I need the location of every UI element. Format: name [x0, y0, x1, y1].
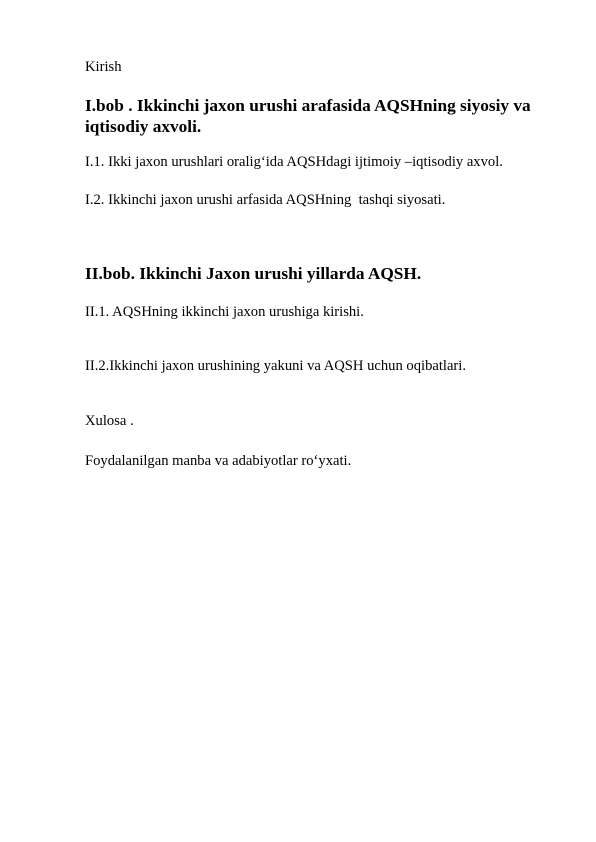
toc-section-2-1: II.1. AQSHning ikkinchi jaxon urushiga kirishi. — [85, 304, 364, 320]
toc-section-2-2: II.2.Ikkinchi jaxon urushining yakuni va AQSH uchun oqibatlari. — [85, 358, 466, 374]
toc-section-1-1: I.1. Ikki jaxon urushlari oralig‘ida AQSHdagi ijtimoiy –iqtisodiy axvol. — [85, 154, 503, 170]
toc-chapter-1-title: I.bob . Ikkinchi jaxon urushi arafasida AQSHning siyosiy va iqtisodiy axvoli. — [85, 96, 531, 136]
toc-references: Foydalanilgan manba va adabiyotlar ro‘yxati. — [85, 453, 352, 469]
toc-section-1-2: I.2. Ikkinchi jaxon urushi arfasida AQSHning tashqi siyosati. — [85, 192, 446, 208]
toc-chapter-2-title: II.bob. Ikkinchi Jaxon urushi yillarda AQSH. — [85, 264, 422, 283]
toc-conclusion: Xulosa . — [85, 413, 134, 429]
toc-intro: Kirish — [85, 59, 122, 75]
